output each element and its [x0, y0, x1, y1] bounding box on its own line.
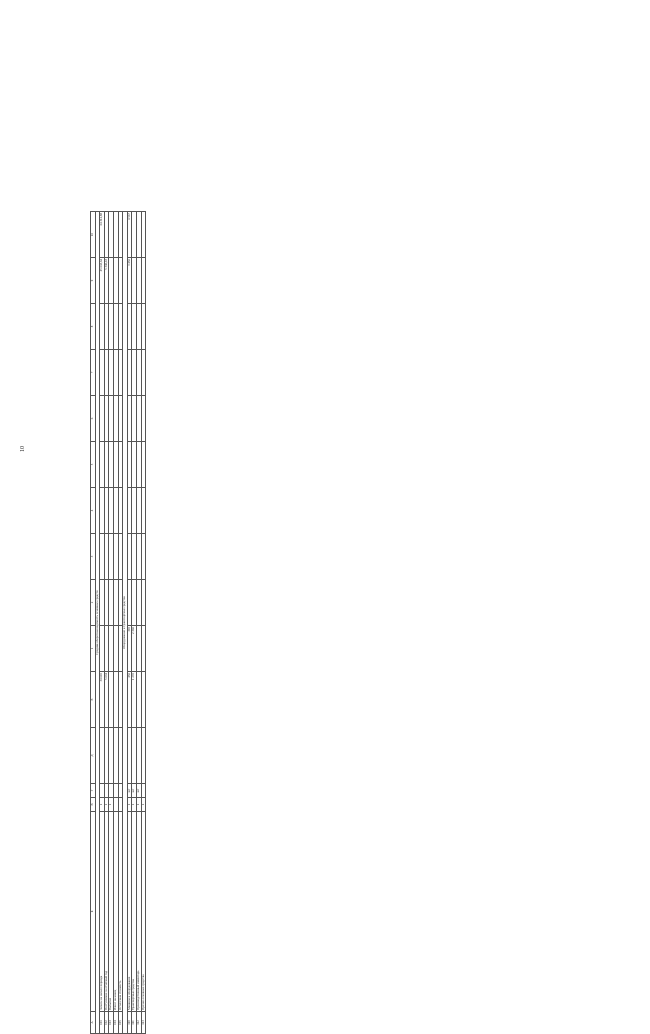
table-cell: 2 346 [132, 626, 137, 672]
column-header: А [91, 1012, 96, 1034]
table-cell [141, 212, 146, 258]
table-cell: 102 [104, 1012, 109, 1034]
table-cell: 1 [132, 798, 137, 812]
table-cell: Прочие основные средства [141, 812, 146, 1012]
column-header: 4 [91, 488, 96, 534]
table-cell [141, 784, 146, 798]
table-cell [141, 580, 146, 626]
column-header: 5 [91, 442, 96, 488]
data-table [90, 211, 146, 1034]
table-cell: Машины и оборудование [127, 812, 132, 1012]
table-cell: Износ на конец [113, 812, 118, 1012]
table-cell [141, 442, 146, 488]
table-cell [141, 626, 146, 672]
table-cell: 1 [127, 798, 132, 812]
table-cell [141, 728, 146, 784]
table-cell: Транспортные средства [132, 812, 137, 1012]
table-cell: 1 [109, 798, 114, 812]
table-cell: шт [132, 784, 137, 798]
table-cell [141, 488, 146, 534]
table-cell: 1 [141, 798, 146, 812]
table-cell [141, 258, 146, 304]
column-header: Е [91, 672, 96, 728]
table-cell: 1 [136, 798, 141, 812]
table-cell: 5 346,43 [104, 258, 109, 304]
table-cell: 113 [141, 1012, 146, 1034]
table-cell: Остаточная стоимость [118, 812, 123, 1012]
table-cell: 3 456 [127, 258, 132, 304]
table-cell: 103 [109, 1012, 114, 1034]
table-cell: 112 [136, 1012, 141, 1034]
table-cell: Выбытие [109, 812, 114, 1012]
column-header: 2 [91, 580, 96, 626]
table-cell: 34 645 [100, 672, 105, 728]
table-cell: 1 235 [132, 672, 137, 728]
column-header: 10 [91, 212, 96, 258]
table-cell [141, 396, 146, 442]
section-title: Оборудование и транспортные средства [123, 212, 128, 1034]
column-header: 3 [91, 534, 96, 580]
table-cell [141, 672, 146, 728]
table-cell: шт [127, 784, 132, 798]
page-number: 10 [20, 446, 26, 452]
column-header: 8 [91, 304, 96, 350]
table-cell: 456 [127, 672, 132, 728]
table-cell: 4 567 [127, 212, 132, 258]
table-cell: 111 [132, 1012, 137, 1034]
table-cell [141, 350, 146, 396]
table-row [141, 212, 146, 1034]
table-cell: 105 [118, 1012, 123, 1034]
table-cell: 110 [127, 1012, 132, 1034]
column-header: 6 [91, 396, 96, 442]
column-header: 1 [91, 626, 96, 672]
table-cell: шт [136, 784, 141, 798]
column-header: Д [91, 728, 96, 784]
table-cell: 104 [113, 1012, 118, 1034]
column-header: Г [91, 784, 96, 798]
section-title: Средняя оборотная ведомость основных средств [95, 212, 100, 1034]
table-cell: 64 312,88 [100, 212, 105, 258]
table-cell [141, 534, 146, 580]
column-header: 9 [91, 258, 96, 304]
column-header: Б [91, 812, 96, 1012]
table-cell: Поступление за отчетный год [104, 812, 109, 1012]
table-cell: 101 [100, 1012, 105, 1034]
table-cell: 45 643,64 [100, 258, 105, 304]
table-cell: Производственный инвентарь [136, 812, 141, 1012]
table-cell: 5 634 [104, 672, 109, 728]
column-header: 7 [91, 350, 96, 396]
table-cell: Запасы на начало периода [100, 812, 105, 1012]
table-cell: 1 [104, 798, 109, 812]
column-header: В [91, 798, 96, 812]
table-cell [141, 304, 146, 350]
table-cell: 345 [127, 626, 132, 672]
table-cell: 1 [100, 798, 105, 812]
